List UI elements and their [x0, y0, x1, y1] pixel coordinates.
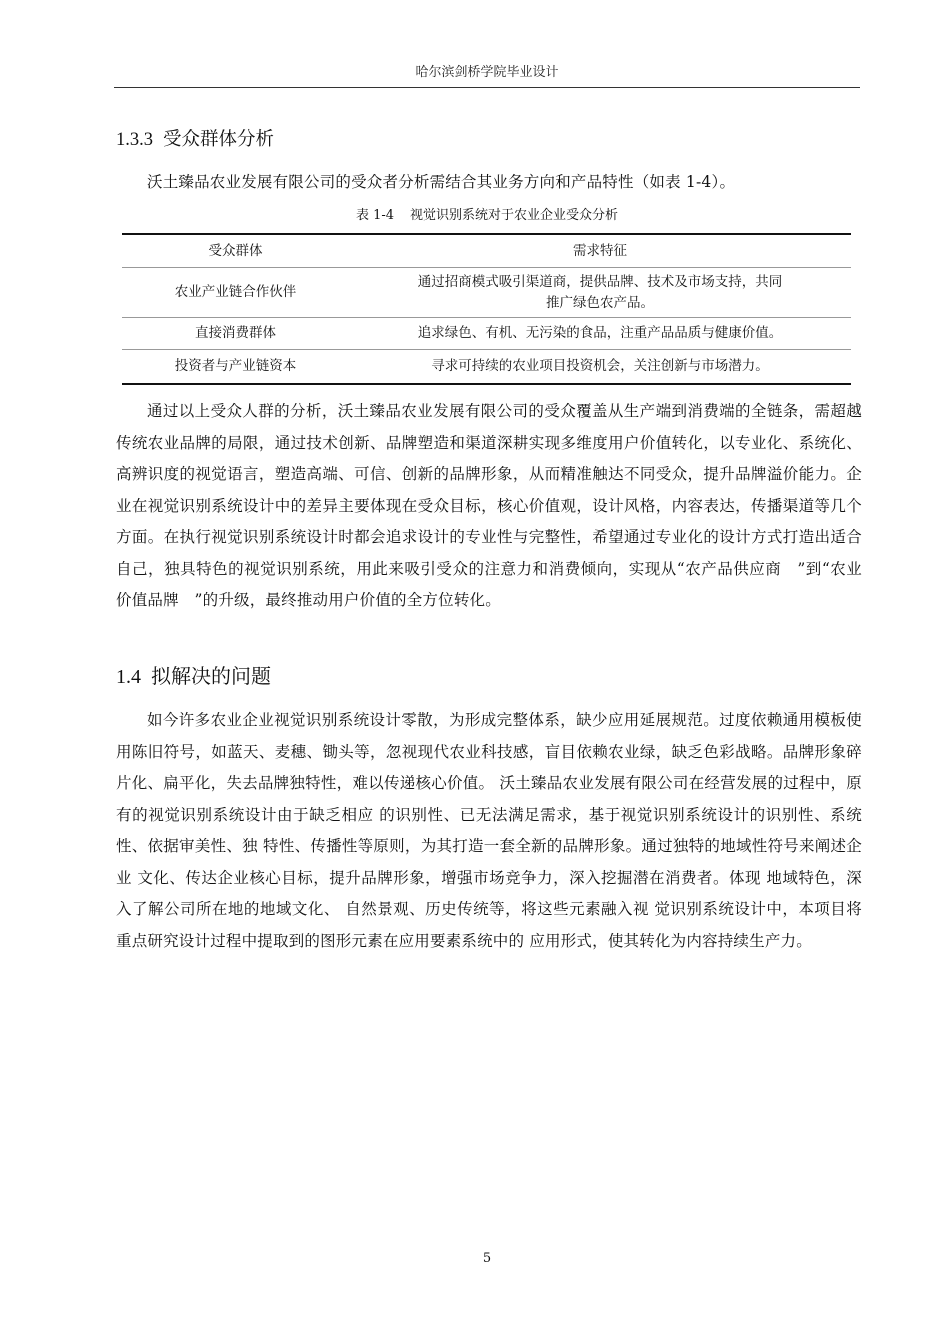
section-title: 拟解决的问题 [151, 664, 271, 688]
audience-group-cell: 农业产业链合作伙伴 [122, 268, 349, 318]
table-header-row [122, 234, 851, 268]
needs-cell [349, 268, 851, 318]
column-header-group: 受众群体 [122, 234, 349, 268]
problem-paragraph: 如今许多农业企业视觉识别系统设计零散，为形成完整体系，缺少应用延展规范。过度依赖通用模板使用陈旧符号，如蓝天、麦穗、锄头等，忽视现代农业科技感，盲目依赖农业绿，缺乏色彩战略。品牌形象碎片化、扁平化，失去品牌独特性，难以传递核心价值。 沃土臻品农业发展有限公司在经营发展的过程中，原有的视觉识别系统设计由于缺乏相应 的识别性、已无法满足需求，基于视觉识别系统设计的识别性、系统性、依据审美性、独 特性、传播性等原则，为其打造一套全新的品牌形象。通过独特的地域性符号来阐述企业 文化、传达企业核心目标，提升品牌形象，增强市场竞争力，深入挖掘潜在消费者。体现 地域特色，深入了解公司所在地的地域文化、 自然景观、历史传统等，将这些元素融入视 觉识别系统设计中，本项目将重点研究设计过程中提取到的图形元素在应用要素系统中的 应用形式，使其转化为内容持续生产力。 [116, 711, 862, 950]
page-header: 哈尔滨剑桥学院毕业设计 [415, 65, 559, 80]
table-caption [114, 207, 860, 225]
needs-cell: 追求绿色、有机、无污染的食品，注重产品品质与健康价值。 [349, 318, 851, 350]
section-title: 受众群体分析 [163, 129, 275, 150]
intro-paragraph: 沃土臻品农业发展有限公司的受众者分析需结合其业务方向和产品特性（如表 1-4）。 [147, 173, 736, 191]
column-header-needs: 需求特征 [349, 234, 851, 268]
needs-cell: 寻求可持续的农业项目投资机会，关注创新与市场潜力。 [349, 350, 851, 385]
section-heading-1-3-3 [116, 128, 274, 152]
analysis-paragraph: 通过以上受众人群的分析，沃土臻品农业发展有限公司的受众覆盖从生产端到消费端的全链条，需超越传统农业品牌的局限，通过技术创新、品牌塑造和渠道深耕实现多维度用户价值转化，以专业化、系统化、高辨识度的视觉语言，塑造高端、可信、创新的品牌形象，从而精准触达不同受众，提升品牌溢价能力。企业在视觉识别系统设计中的差异主要体现在受众目标，核心价值观，设计风格，内容表达，传播渠道等几个方面。在执行视觉识别系统设计时都会追求设计的专业性与完整性，希望通过专业化的设计方式打造出适合自己，独具特色的视觉识别系统，用此来吸引受众的注意力和消费倾向，实现从“农产品供应商 ”到“农业价值品牌 ”的升级，最终推动用户价值的全方位转化。 [116, 402, 862, 609]
table-row [122, 350, 851, 385]
section-heading-1-4 [116, 663, 271, 690]
table-row [122, 318, 851, 350]
audience-group-cell: 直接消费群体 [122, 318, 349, 350]
section-number: 1.3.3 [116, 130, 153, 150]
table-caption-number: 表 1-4 [355, 208, 395, 223]
header-divider [114, 87, 860, 88]
table-caption-text: 视觉识别系统对于农业企业受众分析 [410, 208, 619, 223]
audience-table [122, 233, 851, 385]
section-number: 1.4 [116, 666, 141, 688]
needs-line: 通过招商模式吸引渠道商，提供品牌、技术及市场支持，共同 [417, 273, 783, 290]
audience-group-cell: 投资者与产业链资本 [122, 350, 349, 385]
needs-line: 推广绿色农产品。 [546, 294, 654, 311]
table-row [122, 268, 851, 318]
page-number: 5 [482, 1251, 492, 1266]
